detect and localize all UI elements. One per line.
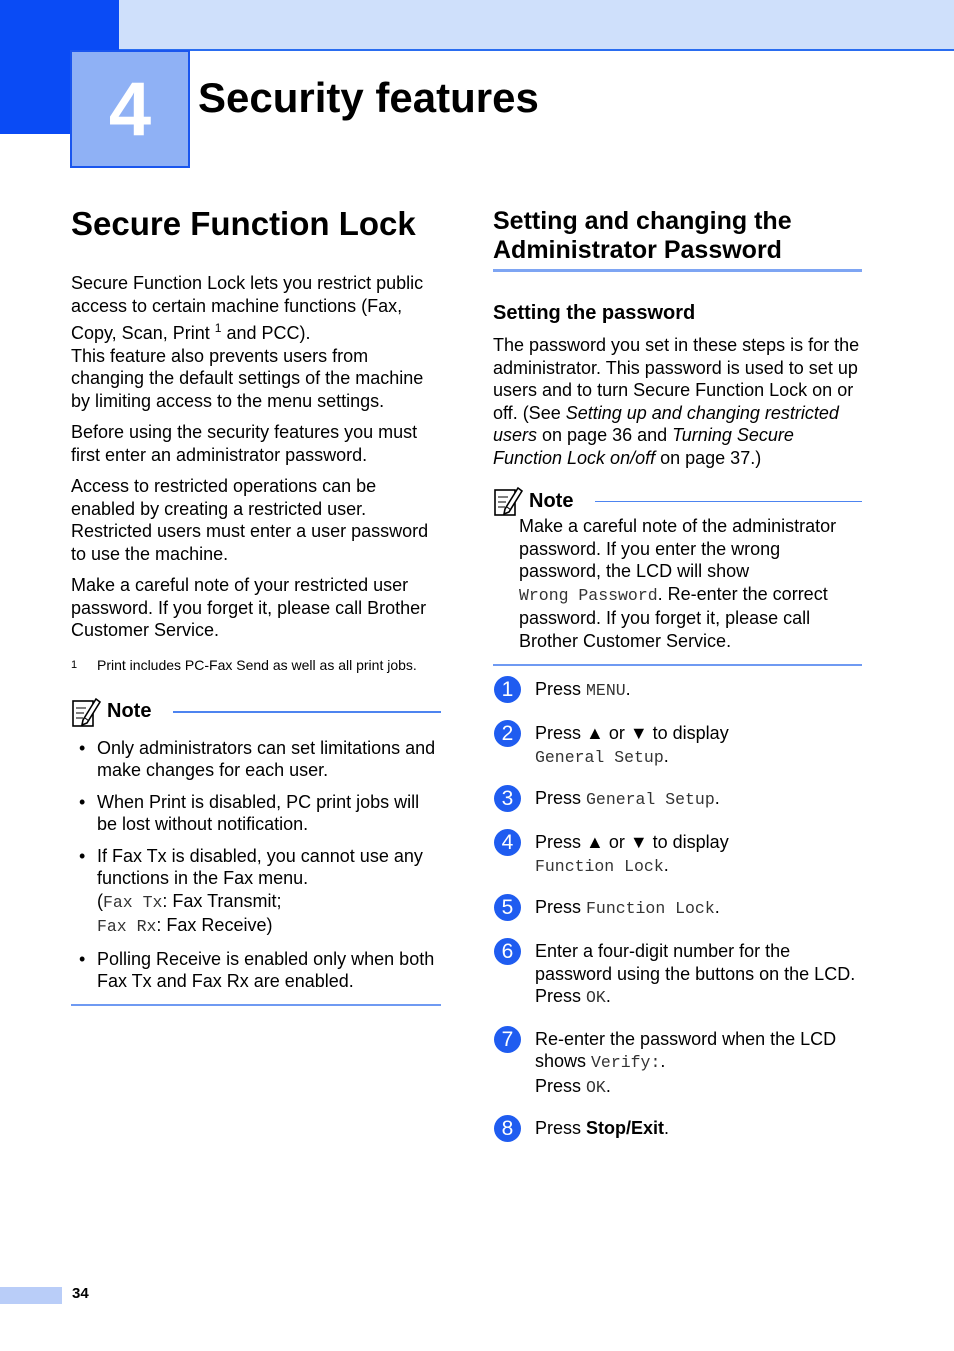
chapter-title: Security features bbox=[198, 74, 539, 121]
step-number-badge: 7 bbox=[494, 1026, 521, 1053]
step-punct: . bbox=[663, 745, 669, 766]
step-item bbox=[493, 1117, 862, 1143]
footnote bbox=[71, 656, 441, 674]
step-text: Enter a four-digit number for the password using the buttons on the LCD. bbox=[535, 941, 856, 984]
left-column bbox=[71, 202, 441, 1006]
step-punct: . bbox=[605, 986, 611, 1006]
step-punct: . bbox=[605, 1075, 611, 1096]
step-punct: . bbox=[625, 679, 631, 699]
right-column bbox=[493, 207, 862, 1161]
step-text: Press bbox=[535, 897, 587, 917]
paragraph-intro bbox=[71, 272, 441, 412]
step-item bbox=[493, 831, 862, 878]
footnote-ref[interactable]: 1 bbox=[214, 321, 222, 335]
fax-tx-desc: : Fax Transmit; bbox=[162, 890, 282, 911]
step-number-badge: 4 bbox=[494, 829, 521, 856]
step-number-badge: 6 bbox=[494, 938, 521, 965]
fax-rx-code: Fax Rx bbox=[97, 917, 157, 936]
note-rule bbox=[595, 501, 862, 502]
list-item: • When Print is disabled, PC print jobs will be lost without notification. bbox=[71, 791, 441, 836]
step-text: Press bbox=[535, 679, 587, 699]
note-end-rule bbox=[71, 1004, 441, 1006]
fax-tx-code: Fax Tx bbox=[103, 892, 163, 912]
step-punct: . bbox=[660, 1051, 666, 1071]
list-item: • Only administrators can set limitations and make changes for each user. bbox=[71, 737, 441, 782]
step-number-badge: 3 bbox=[494, 785, 521, 812]
section-title-secure-function-lock: Secure Function Lock bbox=[71, 205, 416, 242]
steps-list bbox=[493, 678, 862, 1143]
chapter-number-box bbox=[70, 50, 190, 168]
chapter-number: 4 bbox=[108, 67, 152, 152]
note-text-b: . Re-enter the correct password. If you forget it, please call Brother Customer Service. bbox=[519, 583, 828, 651]
paragraph-restricted-password: Make a careful note of your restricted user password. If you forget it, please call Brother Customer Service. bbox=[71, 575, 427, 640]
intro-a: The password you set in these steps is for the administrator. This password is used to set up users and to turn Secure Function Lock on or off. (See bbox=[493, 335, 860, 423]
intro-text-c: This feature also prevents users from changing the default settings of the machine by limiting access to the menu settings. bbox=[71, 345, 424, 411]
step-lcd-text: OK bbox=[586, 1077, 606, 1097]
step-lcd-text: Function Lock bbox=[535, 856, 664, 876]
note-pencil-icon bbox=[493, 485, 523, 517]
paragraph-admin-password: Before using the security features you must first enter an administrator password. bbox=[71, 422, 418, 465]
note-end-rule bbox=[493, 664, 862, 666]
step-lcd-text: Verify: bbox=[591, 1053, 661, 1072]
note-list bbox=[71, 737, 441, 993]
step-number-badge: 5 bbox=[494, 894, 521, 921]
step-lcd-text: OK bbox=[586, 988, 606, 1007]
step-lcd-text: General Setup bbox=[535, 747, 664, 767]
step-punct: . bbox=[714, 897, 720, 917]
step-text: Press bbox=[535, 1075, 587, 1096]
note-label: Note bbox=[107, 700, 152, 722]
step-text: Re-enter the password when the LCD shows bbox=[535, 1028, 837, 1071]
note-rule bbox=[173, 711, 441, 713]
note-box-right bbox=[493, 485, 862, 666]
footnote-mark: 1 bbox=[71, 658, 78, 671]
step-number-badge: 2 bbox=[494, 720, 521, 747]
step-lcd-text: Function Lock bbox=[586, 899, 715, 918]
page-number: 34 bbox=[72, 1285, 89, 1302]
fax-rx-desc: : Fax Receive) bbox=[156, 915, 273, 935]
step-number-badge: 8 bbox=[494, 1115, 521, 1142]
note-lcd-message: Wrong Password bbox=[519, 585, 658, 605]
section-title-admin-password: Setting and changing the Administrator Password bbox=[493, 207, 862, 272]
intro-b: on page 36 and bbox=[537, 425, 673, 445]
header-band bbox=[0, 0, 954, 51]
step-item bbox=[493, 940, 862, 1010]
intro-text-a: Secure Function Lock lets you restrict public access to certain machine functions (Fax, Copy, Scan, Print bbox=[71, 273, 424, 343]
xref-restricted-users[interactable]: Setting up and changing restricted users bbox=[493, 402, 839, 445]
step-lcd-text: General Setup bbox=[586, 790, 715, 809]
note-box-left bbox=[71, 696, 441, 1006]
step-punct: . bbox=[714, 788, 720, 808]
list-item: • Polling Receive is enabled only when both Fax Tx and Fax Rx are enabled. bbox=[71, 948, 441, 993]
note-text bbox=[493, 515, 862, 652]
step-text: Press ▲ or ▼ to display bbox=[535, 723, 729, 743]
step-text: Press ▲ or ▼ to display bbox=[535, 832, 729, 852]
step-text: Press bbox=[535, 986, 587, 1006]
intro-c: on page 37.) bbox=[655, 447, 762, 468]
xref-turning-lock[interactable]: Turning Secure Function Lock on/off bbox=[493, 425, 794, 468]
note-header bbox=[71, 696, 441, 728]
step-item bbox=[493, 1028, 862, 1100]
step-item bbox=[493, 678, 862, 704]
page-number-band bbox=[0, 1287, 62, 1304]
subsection-title-setting-password: Setting the password bbox=[493, 302, 696, 324]
step-item bbox=[493, 896, 862, 922]
step-text: Press bbox=[535, 1118, 587, 1138]
step-lcd-text: MENU bbox=[586, 681, 626, 700]
step-item bbox=[493, 787, 862, 813]
note-text-a: Make a careful note of the administrator password. If you enter the wrong password, the LCD will show bbox=[519, 516, 837, 581]
list-item-fax bbox=[71, 845, 441, 939]
paragraph-restricted-ops: Access to restricted operations can be enabled by creating a restricted user. Restricted users must enter a user password to use the machine. bbox=[71, 476, 429, 564]
intro-text-b: and PCC). bbox=[226, 323, 311, 343]
note-header bbox=[493, 485, 862, 517]
paragraph-password-intro bbox=[493, 334, 862, 469]
step-number-badge: 1 bbox=[494, 676, 521, 703]
step-text: Press bbox=[535, 788, 587, 808]
step-key-stop-exit: Stop/Exit bbox=[586, 1118, 665, 1138]
note-label: Note bbox=[529, 489, 574, 512]
footnote-text: Print includes PC-Fax Send as well as all print jobs. bbox=[97, 656, 417, 673]
note-pencil-icon bbox=[71, 696, 101, 728]
fax-text: If Fax Tx is disabled, you cannot use any functions in the Fax menu. bbox=[97, 845, 423, 888]
fax-open-paren: ( bbox=[97, 890, 103, 911]
step-item bbox=[493, 722, 862, 769]
step-punct: . bbox=[664, 1118, 670, 1138]
step-punct: . bbox=[663, 854, 669, 875]
